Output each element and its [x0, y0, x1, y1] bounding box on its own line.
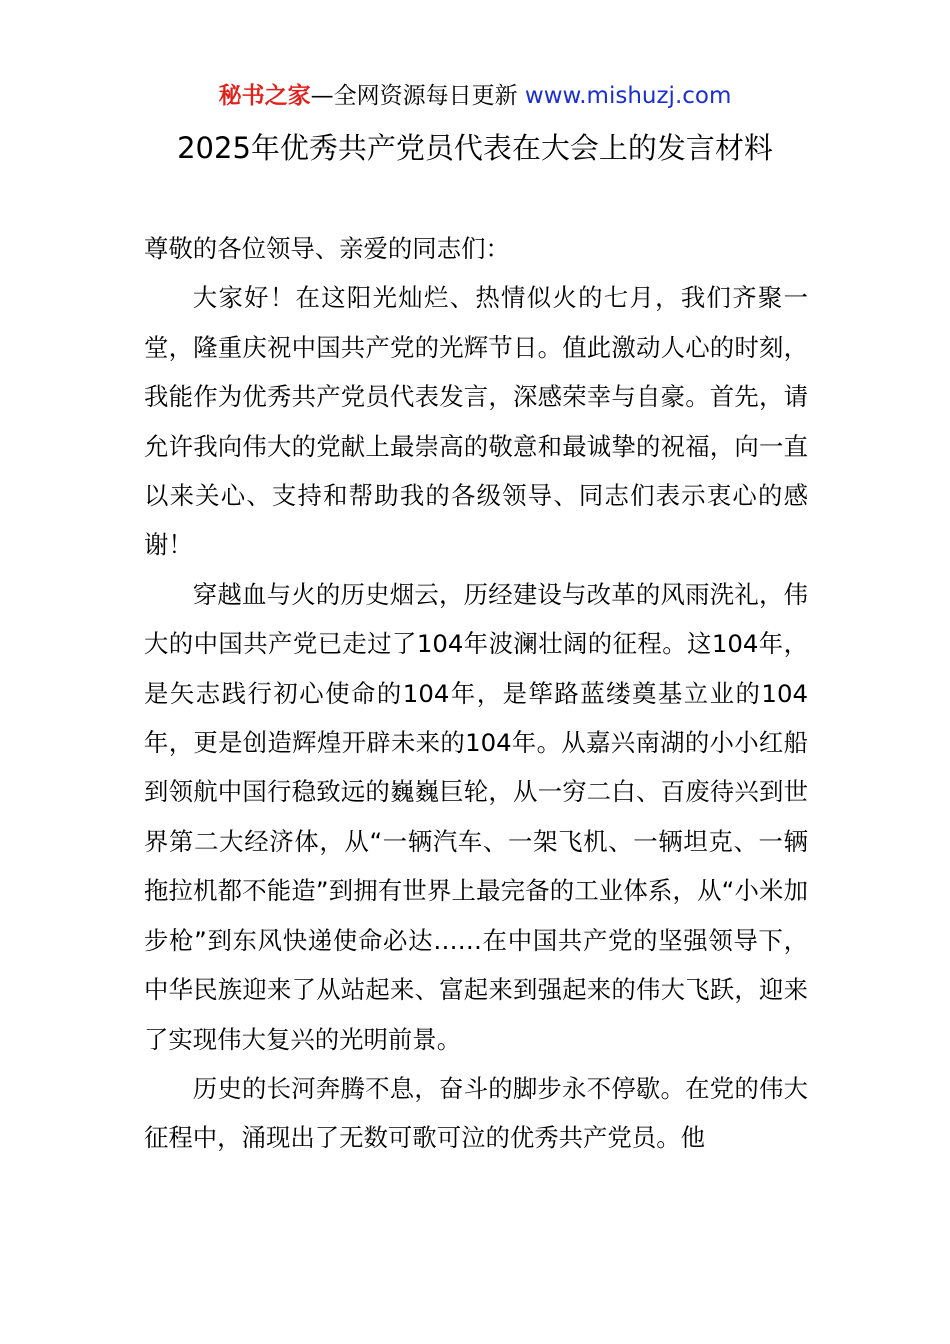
header-tagline: —全网资源每日更新 — [310, 83, 525, 109]
document-body — [144, 224, 808, 1163]
document-title: 2025年优秀共产党员代表在大会上的发言材料 — [177, 131, 773, 165]
site-header — [0, 80, 950, 112]
paragraph: 穿越血与火的历史烟云，历经建设与改革的风雨洗礼，伟大的中国共产党已走过了104年波澜壮阔的征程。这104年，是矢志践行初心使命的104年，是筚路蓝缕奠基立业的104年，更是创造辉煌开辟未来的104年。从嘉兴南湖的小小红船到领航中国行稳致远的巍巍巨轮，从一穷二白、百废待兴到世界第二大经济体，从“一辆汽车、一架飞机、一辆坦克、一辆拖拉机都不能造”到拥有世界上最完备的工业体系，从“小米加步枪”到东风快递使命必达……在中国共产党的坚强领导下，中华民族迎来了从站起来、富起来到强起来的伟大飞跃，迎来了实现伟大复兴的光明前景。 — [144, 579, 808, 1054]
paragraph: 大家好！在这阳光灿烂、热情似火的七月，我们齐聚一堂，隆重庆祝中国共产党的光辉节日。值此激动人心的时刻，我能作为优秀共产党员代表发言，深感荣幸与自豪。首先，请允许我向伟大的党献上最崇高的敬意和最诚挚的祝福，向一直以来关心、支持和帮助我的各级领导、同志们表示衷心的感谢！ — [144, 283, 808, 560]
brand-name: 秘书之家 — [218, 83, 311, 109]
salutation: 尊敬的各位领导、亲爱的同志们： — [144, 234, 510, 263]
site-url-link[interactable]: www.mishuzj.com — [524, 83, 732, 109]
paragraph: 历史的长河奔腾不息，奋斗的脚步永不停歇。在党的伟大征程中，涌现出了无数可歌可泣的优秀共产党员。他 — [144, 1073, 808, 1153]
